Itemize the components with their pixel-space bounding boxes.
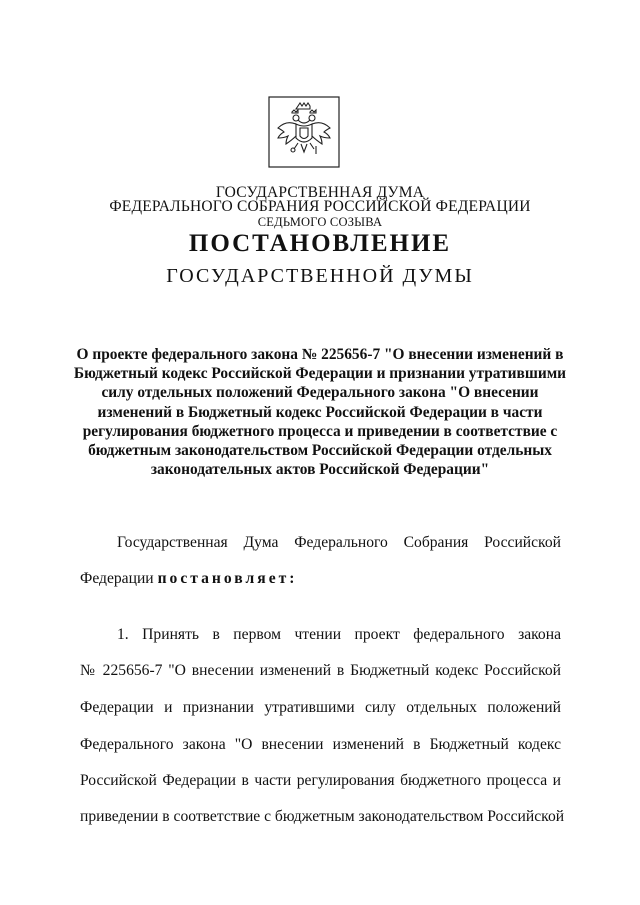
item1-line: приведении в соответствие с бюджетным законодательством Российской: [80, 808, 565, 825]
item1-line: № 225656-7 "О внесении изменений в Бюджетный кодекс Российской: [80, 662, 561, 679]
item1-line: Российской Федерации в части регулирования бюджетного процесса и: [80, 772, 561, 789]
subject-line: изменений в Бюджетный кодекс Российской Федерации в части: [97, 403, 543, 421]
intro-resolution-line: [80, 570, 561, 588]
coat-of-arms-icon: [268, 96, 340, 168]
document-title: ПОСТАНОВЛЕНИЕ: [188, 230, 452, 257]
subject-line: законодательных актов Российской Федерации": [150, 461, 490, 479]
intro-line: Государственная Дума Федерального Собрания Российской: [117, 534, 561, 551]
intro-prefix: Федерации: [80, 570, 154, 587]
subject-line: бюджетным законодательством Российской Федерации отдельных: [88, 442, 552, 460]
item1-line: Федерального закона "О внесении изменений в Бюджетный кодекс: [80, 736, 561, 753]
header-line-1: ГОСУДАРСТВЕННАЯ ДУМА: [215, 184, 425, 201]
item1-line: 1. Принять в первом чтении проект федерального закона: [117, 626, 561, 643]
header-line-3: СЕДЬМОГО СОЗЫВА: [257, 215, 383, 229]
subject-line: Бюджетный кодекс Российской Федерации и признании утратившими: [73, 365, 567, 383]
subject-line: регулирования бюджетного процесса и приведении в соответствие с: [82, 422, 558, 440]
subject-line: силу отдельных положений Федерального закона "О внесении: [101, 384, 539, 402]
resolves-word: постановляет:: [157, 570, 298, 587]
subject-line: О проекте федерального закона № 225656-7 "О внесении изменений в: [76, 346, 564, 363]
document-subject: [70, 345, 570, 479]
document-subtitle: ГОСУДАРСТВЕННОЙ ДУМЫ: [166, 265, 474, 287]
item1-line: Федерации и признании утратившими силу отдельных положений: [80, 699, 561, 716]
header-line-2: ФЕДЕРАЛЬНОГО СОБРАНИЯ РОССИЙСКОЙ ФЕДЕРАЦИИ: [109, 198, 531, 215]
